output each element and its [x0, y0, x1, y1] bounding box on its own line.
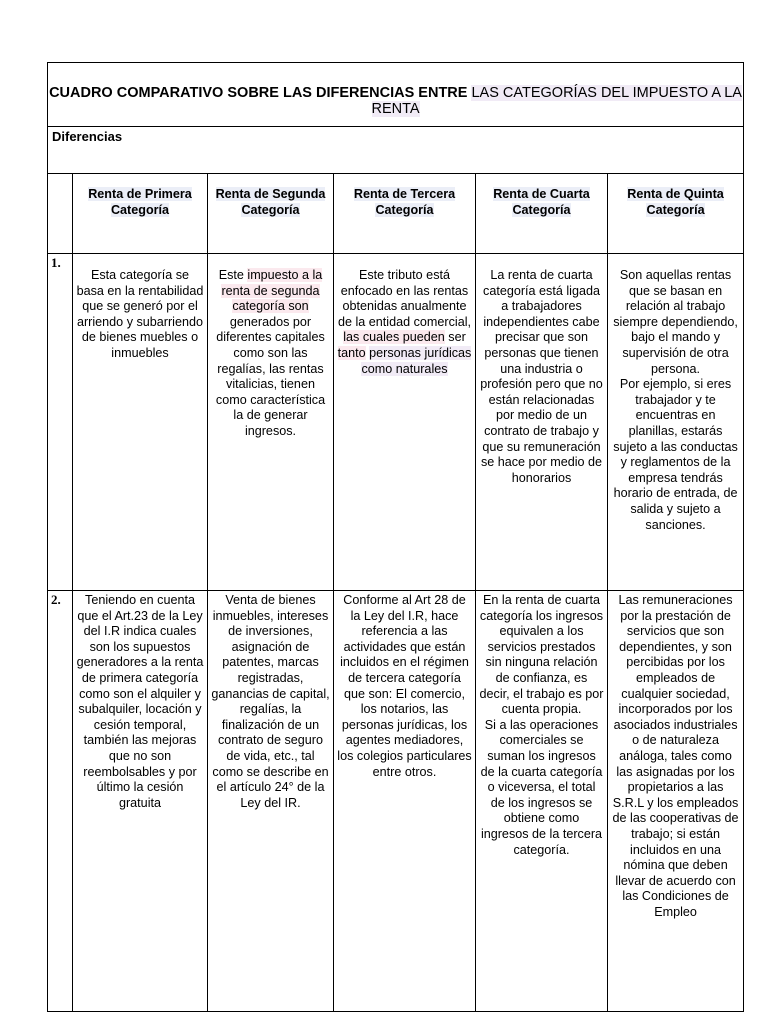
column-header-primera: Renta de Primera Categoría — [73, 174, 208, 254]
header-corner — [48, 174, 73, 254]
column-header-tercera: Renta de Tercera Categoría — [334, 174, 476, 254]
cell-tercera-text-c: ser — [448, 330, 466, 345]
table-row — [48, 254, 744, 591]
cell-primera: Teniendo en cuenta que el Art.23 de la Ley del I.R indica cuales son los supuestos generadores a la renta de primera categoría como son el alquiler y subalquiler, locación y cesión temporal, también las mejoras que no son reembolsables y por último la cesión gratuita — [73, 591, 208, 1012]
cell-tercera-highlight-3: personas jurídicas como naturales — [361, 345, 472, 376]
cell-segunda — [208, 254, 334, 591]
column-header-quinta: Renta de Quinta Categoría — [608, 174, 744, 254]
differences-row — [48, 127, 744, 174]
column-header-cuarta: Renta de Cuarta Categoría — [476, 174, 608, 254]
cell-tercera: Conforme al Art 28 de la Ley del I.R, hace referencia a las actividades que están incluidos en el régimen de tercera categoría que son: El comercio, los notarios, las personas jurídicas, los agentes mediadores, los colegios particulares entre otros. — [334, 591, 476, 1012]
header-row — [48, 174, 744, 254]
cell-cuarta-paragraph-1: En la renta de cuarta categoría los ingresos equivalen a los servicios prestados sin ninguna relación de confianza, es decir, el trabajo es por cuenta propia. — [479, 593, 604, 717]
cell-quinta-paragraph-2: Por ejemplo, si eres trabajador y te encuentras en planillas, estarás sujeto a las conductas y reglamentos de la empresa tendrás horario de entrada, de salida y sujeto a sanciones. — [613, 377, 738, 532]
title-cell — [48, 63, 744, 127]
title-row — [48, 63, 744, 127]
title-bold: CUADRO COMPARATIVO SOBRE LAS DIFERENCIAS ENTRE — [49, 84, 468, 101]
cell-primera: Esta categoría se basa en la rentabilidad que se generó por el arriendo y subarriendo de bienes muebles o inmuebles — [73, 254, 208, 591]
cell-segunda-text-a: Este — [218, 268, 244, 282]
cell-cuarta: La renta de cuarta categoría está ligada a trabajadores independientes cabe precisar que son personas que tienen una industria o profesión pero que no están relacionadas por medio de un contrato de trabajo y que su remuneración se hace por medio de honorarios — [476, 254, 608, 591]
cell-quinta: Las remuneraciones por la prestación de servicios que son dependientes, y son percibidas por los empleados de cualquier sociedad, incorporados por los asociados industriales o de naturaleza análoga, tales como las asignadas por los propietarios a las S.R.L y los empleados de las cooperativas de trabajo; si están incluidos en una nómina que deben llevar de acuerdo con las Condiciones de Empleo — [608, 591, 744, 1012]
title-highlight: LAS CATEGORÍAS DEL IMPUESTO A LA RENTA — [371, 84, 742, 117]
row-number: 2. — [48, 591, 73, 1012]
cell-cuarta — [476, 591, 608, 1012]
cell-cuarta-paragraph-2: Si a las operaciones comerciales se suman los ingresos de la cuarta categoría o viceversa, el total de los ingresos se obtiene como ingresos de la tercera categoría. — [480, 717, 603, 857]
table-row — [48, 591, 744, 1012]
cell-segunda: Venta de bienes inmuebles, intereses de inversiones, asignación de patentes, marcas registradas, ganancias de capital, regalías, la finalización de un contrato de seguro de vida, etc., tal como se describe en el artículo 24° de la Ley del IR. — [208, 591, 334, 1012]
row-number: 1. — [48, 254, 73, 591]
cell-quinta — [608, 254, 744, 591]
differences-label: Diferencias — [48, 127, 744, 174]
cell-quinta-paragraph-1: Son aquellas rentas que se basan en relación al trabajo siempre dependiendo, bajo el mando y supervisión de otra persona. — [613, 268, 738, 376]
comparison-table — [47, 62, 744, 1012]
cell-tercera — [334, 254, 476, 591]
cell-segunda-highlight: impuesto a la renta de segunda categoría son — [221, 268, 323, 314]
cell-tercera-text-a: Este tributo está enfocado en las rentas obtenidas anualmente de la entidad comercial, — [337, 268, 471, 329]
column-header-segunda: Renta de Segunda Categoría — [208, 174, 334, 254]
cell-segunda-text-c: generados por diferentes capitales como son las regalías, las rentas vitalicias, tienen como característica la de generar ingresos. — [215, 314, 326, 438]
cell-tercera-highlight-2: tanto — [337, 345, 366, 360]
cell-tercera-highlight-1: las cuales pueden — [343, 330, 445, 345]
